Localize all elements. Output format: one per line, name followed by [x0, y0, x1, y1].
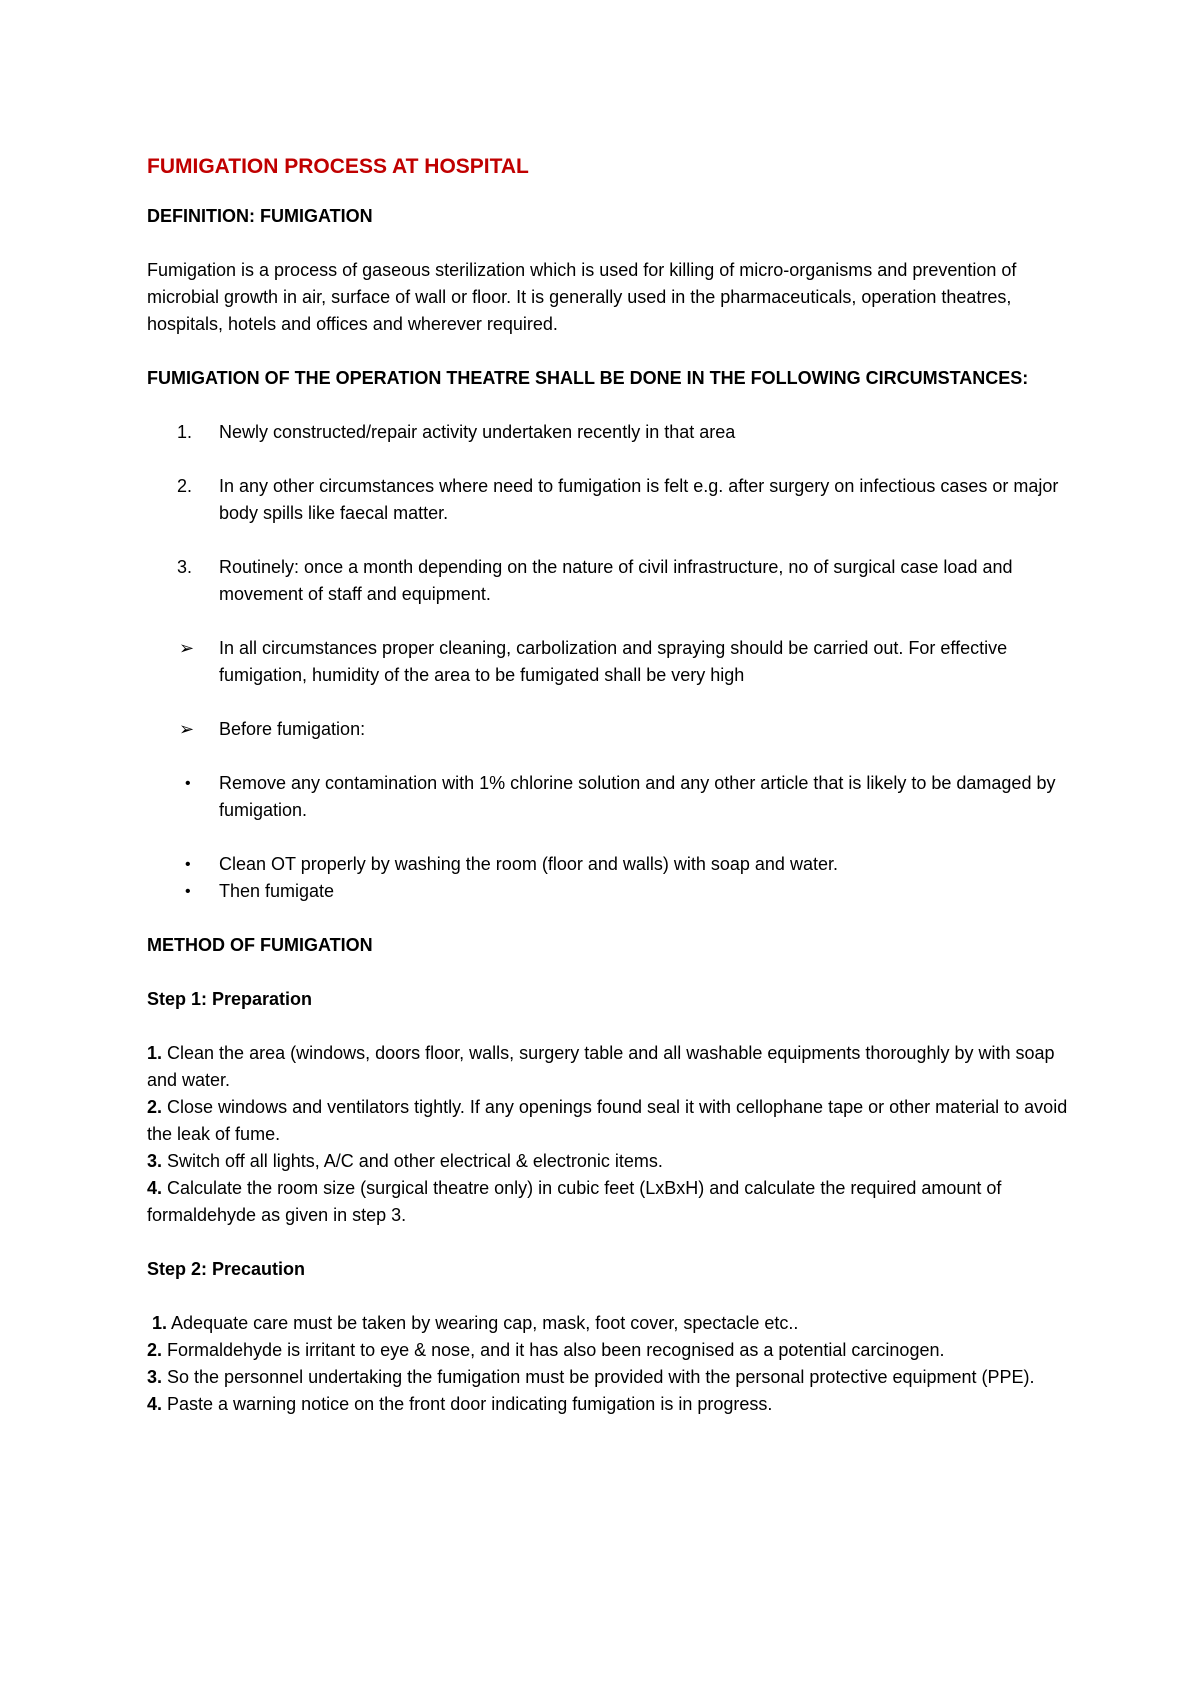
step2-line	[147, 1391, 1080, 1418]
list-number: 1.	[177, 422, 193, 442]
step-text: Formaldehyde is irritant to eye & nose, and it has also been recognised as a potential carcinogen.	[162, 1340, 945, 1360]
step-number: 3.	[147, 1151, 163, 1171]
list-item-text: Before fumigation:	[219, 719, 366, 739]
step-text: Close windows and ventilators tightly. If any openings found seal it with cellophane tape or other material to avoid the leak of fume.	[147, 1097, 1068, 1144]
list-number: 2.	[177, 476, 193, 496]
list-item-text: In any other circumstances where need to fumigation is felt e.g. after surgery on infectious cases or major body spills like faecal matter.	[219, 476, 1059, 523]
step1-line	[147, 1040, 1080, 1094]
step2-heading: Step 2: Precaution	[147, 1259, 306, 1279]
step2-line	[147, 1364, 1080, 1391]
method-heading: METHOD OF FUMIGATION	[147, 935, 373, 955]
step1-line	[147, 1094, 1080, 1148]
numbered-list-item	[147, 554, 1080, 608]
step1-line	[147, 1175, 1080, 1229]
step-text: Calculate the room size (surgical theatre only) in cubic feet (LxBxH) and calculate the required amount of formaldehyde as given in step 3.	[147, 1178, 1002, 1225]
step-text: Switch off all lights, A/C and other electrical & electronic items.	[162, 1151, 663, 1171]
numbered-list-item	[147, 419, 1080, 446]
step2-line	[147, 1337, 1080, 1364]
list-number: 3.	[177, 557, 193, 577]
definition-heading: DEFINITION: FUMIGATION	[147, 206, 373, 226]
circumstances-heading: FUMIGATION OF THE OPERATION THEATRE SHALL BE DONE IN THE FOLLOWING CIRCUMSTANCES:	[147, 368, 1029, 388]
list-item-text: In all circumstances proper cleaning, carbolization and spraying should be carried out. For effective fumigation, humidity of the area to be fumigated shall be very high	[219, 638, 1008, 685]
step-text: Paste a warning notice on the front door indicating fumigation is in progress.	[162, 1394, 773, 1414]
arrow-icon: ➢	[179, 719, 195, 739]
arrow-icon: ➢	[179, 638, 195, 658]
bullet-icon: •	[185, 883, 191, 900]
bullet-list-item	[147, 770, 1080, 824]
step-number: 4.	[147, 1394, 163, 1414]
document-title: FUMIGATION PROCESS AT HOSPITAL	[147, 155, 529, 178]
step2-line	[147, 1310, 1080, 1337]
step-text: Adequate care must be taken by wearing cap, mask, foot cover, spectacle etc..	[167, 1313, 799, 1333]
arrow-list-item	[147, 716, 1080, 743]
list-item-text: Newly constructed/repair activity undertaken recently in that area	[219, 422, 736, 442]
step-number: 1.	[147, 1313, 168, 1333]
arrow-list-item	[147, 635, 1080, 689]
list-item-text: Then fumigate	[219, 881, 335, 901]
bullet-icon: •	[185, 856, 191, 873]
list-item-text: Clean OT properly by washing the room (floor and walls) with soap and water.	[219, 854, 838, 874]
step-text: Clean the area (windows, doors floor, walls, surgery table and all washable equipments thoroughly by with soap and water.	[147, 1043, 1055, 1090]
step-number: 1.	[147, 1043, 163, 1063]
step1-heading: Step 1: Preparation	[147, 989, 313, 1009]
list-item-text: Routinely: once a month depending on the nature of civil infrastructure, no of surgical case load and movement of staff and equipment.	[219, 557, 1013, 604]
bullet-icon: •	[185, 775, 191, 792]
numbered-list-item	[147, 473, 1080, 527]
step1-line	[147, 1148, 1080, 1175]
step-number: 4.	[147, 1178, 163, 1198]
step-number: 2.	[147, 1340, 163, 1360]
definition-paragraph: Fumigation is a process of gaseous sterilization which is used for killing of micro-organisms and prevention of microbial growth in air, surface of wall or floor. It is generally used in the pharmaceuticals, operation theatres, hospitals, hotels and offices and wherever required.	[147, 260, 1017, 334]
step-number: 2.	[147, 1097, 163, 1117]
bullet-list-item	[147, 851, 1080, 878]
list-item-text: Remove any contamination with 1% chlorine solution and any other article that is likely to be damaged by fumigation.	[219, 773, 1056, 820]
step-number: 3.	[147, 1367, 163, 1387]
step-text: So the personnel undertaking the fumigation must be provided with the personal protective equipment (PPE).	[162, 1367, 1035, 1387]
bullet-list-item	[147, 878, 1080, 905]
